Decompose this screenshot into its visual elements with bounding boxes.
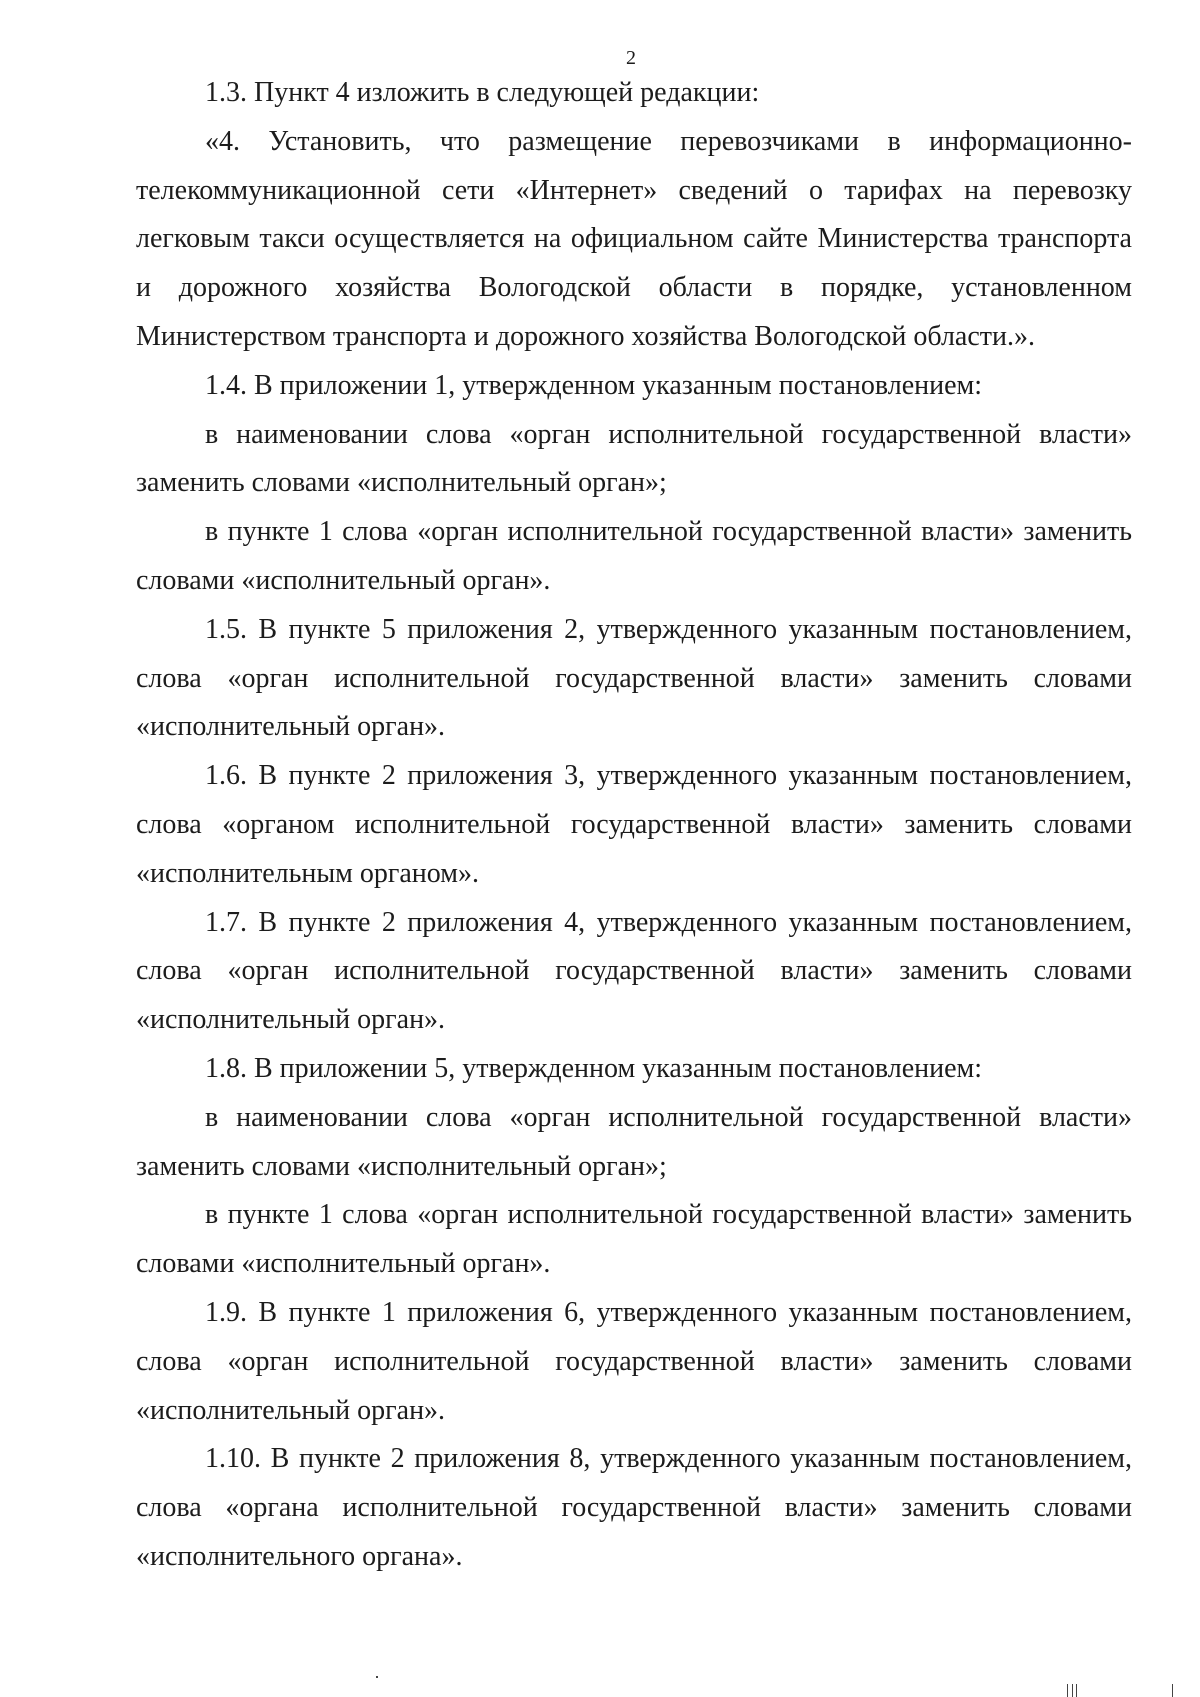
paragraph-point-4-text: «4. Установить, что размещение перевозчиками в информационно-телекоммуникационной сети «Интернет» сведений о тарифах на перевозку легковым такси осуществляется на официальном сайте Министерства транспорта и дорожного хозяйства Вологодской области в порядке, установленном Министерством транспорта и дорожного хозяйства Вологодской области.». <box>136 125 1132 352</box>
scan-artifact-tick-3 <box>1076 1684 1077 1697</box>
paragraph-1-4-point-1-change: в пункте 1 слова «орган исполнительной государственной власти» заменить словами «исполнительный орган». <box>136 516 1132 596</box>
paragraph-1-8: 1.8. В приложении 5, утвержденном указанным постановлением: <box>205 1052 983 1084</box>
paragraph-1-7: 1.7. В пункте 2 приложения 4, утвержденного указанным постановлением, слова «орган исполнительной государственной власти» заменить словами «исполнительный орган». <box>136 906 1132 1036</box>
scan-artifact-tick-1 <box>1067 1684 1068 1697</box>
scan-artifact-tick-4 <box>1172 1684 1173 1697</box>
paragraph-1-10: 1.10. В пункте 2 приложения 8, утвержденного указанным постановлением, слова «органа исполнительной государственной власти» заменить словами «исполнительного органа». <box>136 1443 1132 1572</box>
paragraph-1-3: 1.3. Пункт 4 изложить в следующей редакции: <box>205 77 760 108</box>
scan-artifact-dot <box>376 1676 378 1678</box>
paragraph-1-4-title-change: в наименовании слова «орган исполнительной государственной власти» заменить словами «исполнительный орган»; <box>136 418 1132 499</box>
paragraph-1-9: 1.9. В пункте 1 приложения 6, утвержденного указанным постановлением, слова «орган исполнительной государственной власти» заменить словами «исполнительный орган». <box>136 1296 1132 1426</box>
document-body <box>136 69 1132 1582</box>
page-number: 2 <box>626 47 636 69</box>
paragraph-1-4: 1.4. В приложении 1, утвержденном указанным постановлением: <box>205 369 983 401</box>
paragraph-1-8-point-1-change: в пункте 1 слова «орган исполнительной государственной власти» заменить словами «исполнительный орган». <box>136 1199 1132 1280</box>
paragraph-1-8-title-change: в наименовании слова «орган исполнительной государственной власти» заменить словами «исполнительный орган»; <box>136 1101 1132 1182</box>
paragraph-1-5: 1.5. В пункте 5 приложения 2, утвержденного указанным постановлением, слова «орган исполнительной государственной власти» заменить словами «исполнительный орган». <box>136 613 1132 743</box>
paragraph-1-6: 1.6. В пункте 2 приложения 3, утвержденного указанным постановлением, слова «органом исполнительной государственной власти» заменить словами «исполнительным органом». <box>136 760 1132 889</box>
scan-artifact-tick-2 <box>1072 1684 1073 1697</box>
